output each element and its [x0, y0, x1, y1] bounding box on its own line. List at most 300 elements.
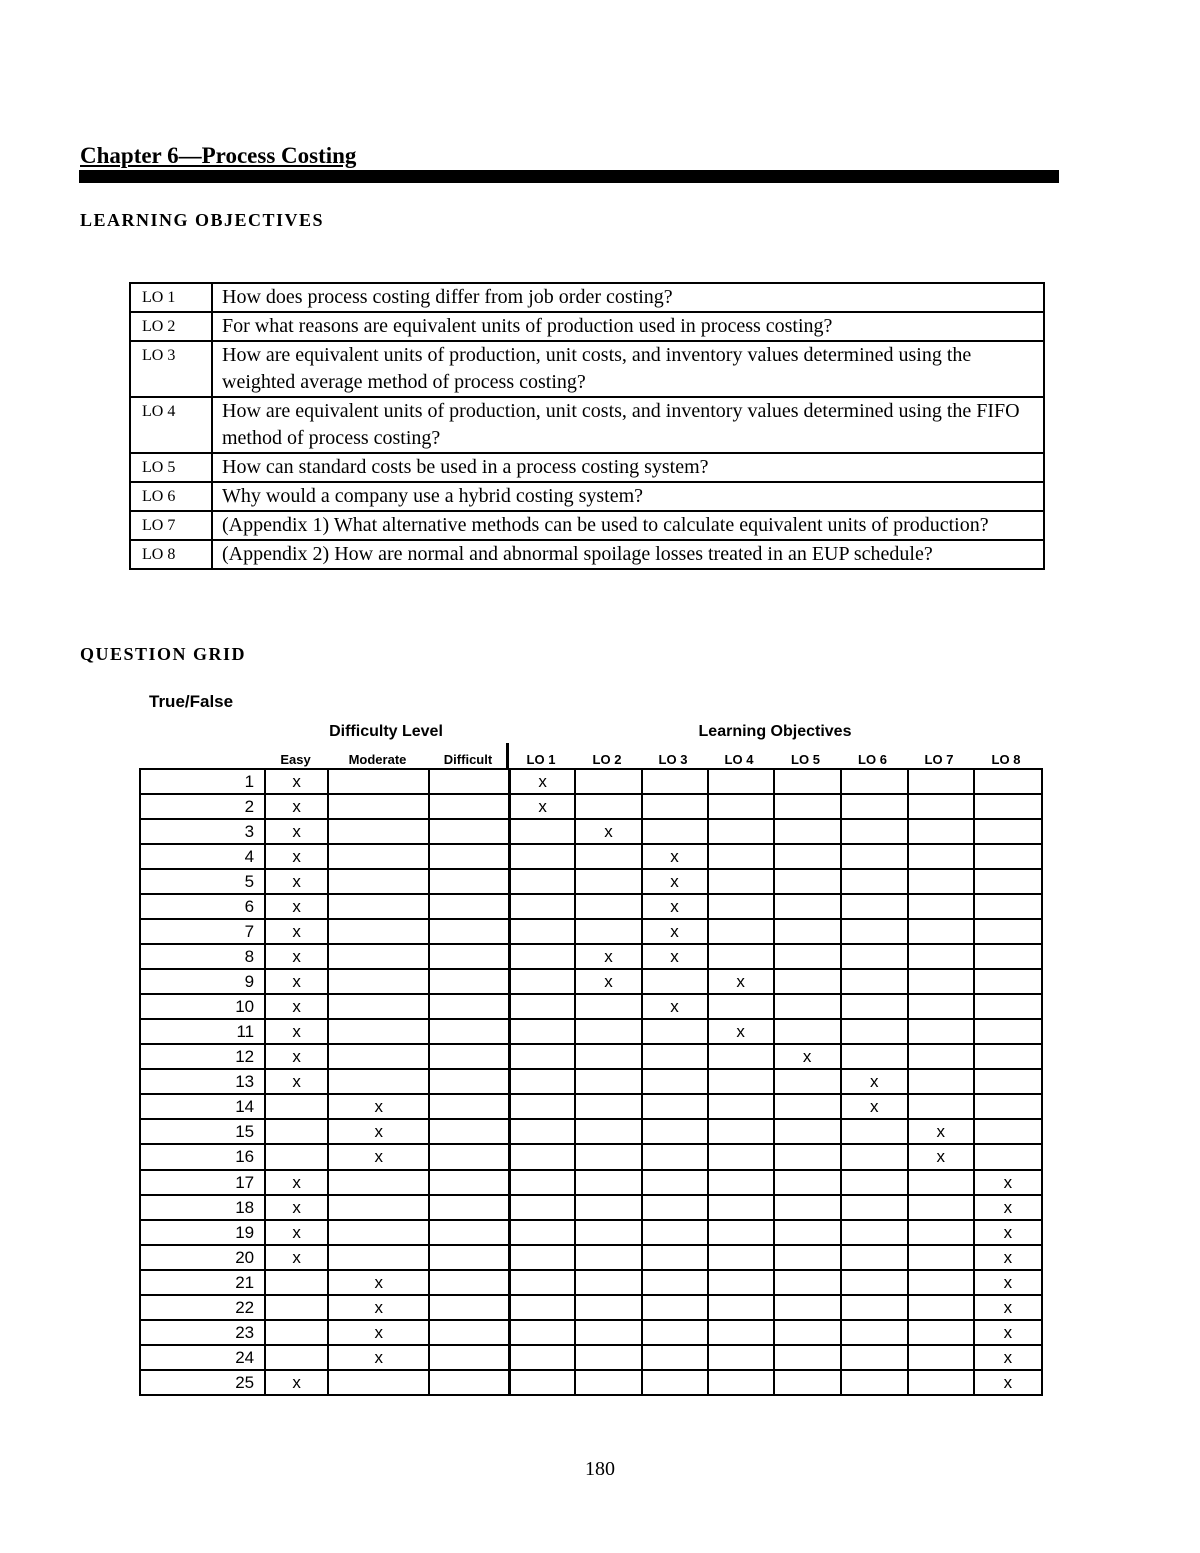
objective-cell-lo-2	[575, 1144, 641, 1169]
objective-cell-lo-2	[575, 1069, 641, 1094]
chapter-title: Chapter 6—Process Costing	[80, 143, 357, 168]
objective-cell-lo-1	[509, 969, 575, 994]
objective-cell-lo-2: x	[575, 944, 641, 969]
objective-cell-lo-8: x	[974, 1320, 1042, 1345]
objective-cell-lo-6	[841, 1195, 908, 1220]
question-number: 5	[140, 869, 265, 894]
difficulty-cell-easy: x	[265, 1170, 328, 1195]
objective-cell-lo-7	[908, 1320, 974, 1345]
objective-cell-lo-2	[575, 1270, 641, 1295]
difficulty-cell-moderate	[328, 869, 429, 894]
difficulty-cell-difficult	[429, 1119, 509, 1144]
difficulty-cell-difficult	[429, 1195, 509, 1220]
objective-cell-lo-7	[908, 1245, 974, 1270]
objective-cell-lo-6	[841, 819, 908, 844]
difficulty-cell-easy: x	[265, 944, 328, 969]
difficulty-cell-easy: x	[265, 1195, 328, 1220]
difficulty-cell-easy: x	[265, 819, 328, 844]
objective-cell-lo-8	[974, 769, 1042, 794]
difficulty-cell-moderate	[328, 1220, 429, 1245]
objective-cell-lo-1	[509, 1019, 575, 1044]
learning-objectives-group-heading: Learning Objectives	[698, 723, 852, 740]
objective-cell-lo-4	[708, 769, 774, 794]
objective-cell-lo-8: x	[974, 1345, 1042, 1370]
question-number: 7	[140, 919, 265, 944]
objective-cell-lo-7	[908, 1345, 974, 1370]
objective-cell-lo-8	[974, 1144, 1042, 1169]
objective-cell-lo-2	[575, 1170, 641, 1195]
objective-cell-lo-5	[774, 844, 841, 869]
objective-cell-lo-2	[575, 1220, 641, 1245]
objective-cell-lo-3	[642, 1195, 708, 1220]
objective-cell-lo-5	[774, 769, 841, 794]
objective-cell-lo-6	[841, 1144, 908, 1169]
difficulty-cell-moderate	[328, 794, 429, 819]
objective-cell-lo-7	[908, 769, 974, 794]
objective-cell-lo-4	[708, 1295, 774, 1320]
objective-cell-lo-4	[708, 1144, 774, 1169]
question-number: 10	[140, 994, 265, 1019]
objective-cell-lo-7	[908, 869, 974, 894]
difficulty-cell-moderate	[328, 919, 429, 944]
objective-cell-lo-6	[841, 1170, 908, 1195]
objective-cell-lo-1	[509, 919, 575, 944]
difficulty-cell-easy	[265, 1270, 328, 1295]
question-number: 25	[140, 1370, 265, 1395]
objective-cell-lo-5	[774, 994, 841, 1019]
lo-description: Why would a company use a hybrid costing system?	[212, 482, 1044, 511]
objective-cell-lo-6	[841, 1320, 908, 1345]
objective-cell-lo-7	[908, 844, 974, 869]
objective-cell-lo-3	[642, 819, 708, 844]
objective-cell-lo-5	[774, 1270, 841, 1295]
difficulty-cell-moderate	[328, 944, 429, 969]
lo-description: For what reasons are equivalent units of production used in process costing?	[212, 312, 1044, 341]
objective-cell-lo-1: x	[509, 769, 575, 794]
objective-cell-lo-8	[974, 819, 1042, 844]
objective-cell-lo-5: x	[774, 1044, 841, 1069]
lo-row	[130, 482, 1044, 511]
objective-cell-lo-7	[908, 994, 974, 1019]
lo-description: How can standard costs be used in a process costing system?	[212, 453, 1044, 482]
objective-cell-lo-2	[575, 1195, 641, 1220]
objective-cell-lo-6	[841, 1119, 908, 1144]
objective-cell-lo-5	[774, 1170, 841, 1195]
objective-cell-lo-3	[642, 1119, 708, 1144]
column-header-lo-3: LO 3	[658, 752, 688, 767]
objective-cell-lo-4	[708, 1119, 774, 1144]
objective-cell-lo-2	[575, 919, 641, 944]
objective-cell-lo-4	[708, 894, 774, 919]
table-row	[140, 1094, 1042, 1119]
objective-cell-lo-1	[509, 1245, 575, 1270]
difficulty-cell-difficult	[429, 944, 509, 969]
difficulty-cell-easy	[265, 1144, 328, 1169]
objective-cell-lo-1	[509, 819, 575, 844]
table-row	[140, 1320, 1042, 1345]
table-row	[140, 869, 1042, 894]
objective-cell-lo-7	[908, 1295, 974, 1320]
table-row	[140, 1245, 1042, 1270]
table-row	[140, 1195, 1042, 1220]
objective-cell-lo-8	[974, 869, 1042, 894]
objective-cell-lo-8: x	[974, 1170, 1042, 1195]
difficulty-cell-moderate: x	[328, 1119, 429, 1144]
table-row	[140, 1144, 1042, 1169]
lo-row	[130, 453, 1044, 482]
difficulty-cell-easy: x	[265, 844, 328, 869]
objective-cell-lo-6	[841, 1370, 908, 1395]
difficulty-cell-difficult	[429, 969, 509, 994]
objective-cell-lo-3	[642, 1345, 708, 1370]
lo-code: LO 8	[130, 540, 212, 569]
difficulty-cell-moderate	[328, 1195, 429, 1220]
objective-cell-lo-1	[509, 844, 575, 869]
lo-row	[130, 312, 1044, 341]
difficulty-cell-easy: x	[265, 1220, 328, 1245]
objective-cell-lo-5	[774, 1094, 841, 1119]
objective-cell-lo-6	[841, 1220, 908, 1245]
question-number: 23	[140, 1320, 265, 1345]
objective-cell-lo-7	[908, 969, 974, 994]
objective-cell-lo-7	[908, 1019, 974, 1044]
objective-cell-lo-4: x	[708, 969, 774, 994]
objective-cell-lo-1	[509, 1094, 575, 1119]
objective-cell-lo-3: x	[642, 894, 708, 919]
question-number: 19	[140, 1220, 265, 1245]
difficulty-cell-moderate	[328, 894, 429, 919]
difficulty-cell-difficult	[429, 1044, 509, 1069]
table-row	[140, 1345, 1042, 1370]
difficulty-cell-moderate	[328, 1245, 429, 1270]
objective-cell-lo-2	[575, 1345, 641, 1370]
objective-cell-lo-3: x	[642, 844, 708, 869]
objective-cell-lo-8	[974, 794, 1042, 819]
question-number: 6	[140, 894, 265, 919]
objective-cell-lo-7: x	[908, 1119, 974, 1144]
objective-cell-lo-3	[642, 1144, 708, 1169]
objective-cell-lo-4	[708, 944, 774, 969]
objective-cell-lo-1	[509, 1220, 575, 1245]
difficulty-cell-easy: x	[265, 1019, 328, 1044]
objective-cell-lo-5	[774, 919, 841, 944]
question-number: 17	[140, 1170, 265, 1195]
objective-cell-lo-3	[642, 1295, 708, 1320]
objective-cell-lo-8	[974, 894, 1042, 919]
objective-cell-lo-5	[774, 1345, 841, 1370]
title-rule	[79, 170, 1059, 183]
difficulty-cell-easy: x	[265, 1245, 328, 1270]
question-number: 4	[140, 844, 265, 869]
objective-cell-lo-3: x	[642, 994, 708, 1019]
question-number: 9	[140, 969, 265, 994]
lo-description: How are equivalent units of production, unit costs, and inventory values determined using the weighted average method of process costing?	[212, 341, 1044, 397]
objective-cell-lo-1	[509, 1195, 575, 1220]
difficulty-cell-difficult	[429, 1144, 509, 1169]
objective-cell-lo-1: x	[509, 794, 575, 819]
question-number: 12	[140, 1044, 265, 1069]
difficulty-cell-difficult	[429, 1320, 509, 1345]
difficulty-cell-easy: x	[265, 894, 328, 919]
objective-cell-lo-1	[509, 1044, 575, 1069]
objective-cell-lo-8	[974, 844, 1042, 869]
difficulty-cell-difficult	[429, 819, 509, 844]
difficulty-cell-difficult	[429, 994, 509, 1019]
question-number: 18	[140, 1195, 265, 1220]
objective-cell-lo-8: x	[974, 1195, 1042, 1220]
lo-code: LO 7	[130, 511, 212, 540]
objective-cell-lo-7	[908, 944, 974, 969]
difficulty-cell-moderate	[328, 1044, 429, 1069]
objective-cell-lo-2	[575, 1245, 641, 1270]
objective-cell-lo-7	[908, 1220, 974, 1245]
objective-cell-lo-2	[575, 1320, 641, 1345]
objective-cell-lo-1	[509, 1370, 575, 1395]
difficulty-cell-moderate	[328, 969, 429, 994]
lo-code: LO 3	[130, 341, 212, 397]
lo-description: (Appendix 2) How are normal and abnormal spoilage losses treated in an EUP schedule?	[212, 540, 1044, 569]
table-row	[140, 1119, 1042, 1144]
objective-cell-lo-1	[509, 994, 575, 1019]
difficulty-cell-moderate: x	[328, 1320, 429, 1345]
difficulty-cell-moderate	[328, 1370, 429, 1395]
difficulty-cell-easy: x	[265, 1044, 328, 1069]
objective-cell-lo-4	[708, 1320, 774, 1345]
question-number: 8	[140, 944, 265, 969]
difficulty-cell-moderate	[328, 1019, 429, 1044]
lo-code: LO 5	[130, 453, 212, 482]
objective-cell-lo-8	[974, 1094, 1042, 1119]
table-row	[140, 1044, 1042, 1069]
column-header-moderate: Moderate	[348, 752, 407, 767]
objective-cell-lo-7	[908, 1044, 974, 1069]
objective-cell-lo-5	[774, 944, 841, 969]
difficulty-cell-difficult	[429, 1094, 509, 1119]
objective-cell-lo-6	[841, 994, 908, 1019]
objective-cell-lo-1	[509, 1345, 575, 1370]
objective-cell-lo-4	[708, 869, 774, 894]
objective-cell-lo-2	[575, 844, 641, 869]
difficulty-cell-easy	[265, 1345, 328, 1370]
lo-row	[130, 397, 1044, 453]
difficulty-cell-moderate	[328, 769, 429, 794]
objective-cell-lo-7	[908, 1170, 974, 1195]
objective-cell-lo-8	[974, 1019, 1042, 1044]
objective-cell-lo-6	[841, 794, 908, 819]
objective-cell-lo-8: x	[974, 1220, 1042, 1245]
objective-cell-lo-2	[575, 994, 641, 1019]
objective-cell-lo-5	[774, 819, 841, 844]
difficulty-cell-difficult	[429, 1270, 509, 1295]
question-number: 15	[140, 1119, 265, 1144]
question-number: 14	[140, 1094, 265, 1119]
table-row	[140, 794, 1042, 819]
column-header-difficult: Difficult	[443, 752, 493, 767]
objective-cell-lo-3	[642, 1019, 708, 1044]
objective-cell-lo-1	[509, 1320, 575, 1345]
objective-cell-lo-2	[575, 794, 641, 819]
objective-cell-lo-5	[774, 1320, 841, 1345]
objective-cell-lo-5	[774, 894, 841, 919]
table-row	[140, 944, 1042, 969]
objective-cell-lo-6	[841, 1270, 908, 1295]
question-number: 21	[140, 1270, 265, 1295]
table-row	[140, 769, 1042, 794]
objective-cell-lo-5	[774, 969, 841, 994]
difficulty-cell-moderate: x	[328, 1094, 429, 1119]
objective-cell-lo-4	[708, 1245, 774, 1270]
objective-cell-lo-5	[774, 1069, 841, 1094]
objective-cell-lo-3: x	[642, 919, 708, 944]
objective-cell-lo-1	[509, 1295, 575, 1320]
objective-cell-lo-1	[509, 1144, 575, 1169]
difficulty-cell-difficult	[429, 1295, 509, 1320]
difficulty-cell-easy: x	[265, 919, 328, 944]
lo-code: LO 1	[130, 283, 212, 312]
difficulty-cell-difficult	[429, 1019, 509, 1044]
objective-cell-lo-8: x	[974, 1245, 1042, 1270]
objective-cell-lo-2	[575, 1019, 641, 1044]
objective-cell-lo-3: x	[642, 944, 708, 969]
learning-objectives-table	[129, 282, 1045, 570]
table-row	[140, 994, 1042, 1019]
objective-cell-lo-7	[908, 794, 974, 819]
objective-cell-lo-8: x	[974, 1270, 1042, 1295]
table-row	[140, 1069, 1042, 1094]
column-header-lo-8: LO 8	[991, 752, 1021, 767]
difficulty-cell-difficult	[429, 1345, 509, 1370]
objective-cell-lo-3	[642, 1170, 708, 1195]
objective-cell-lo-6	[841, 844, 908, 869]
objective-cell-lo-4	[708, 794, 774, 819]
objective-cell-lo-1	[509, 869, 575, 894]
true-false-label: True/False	[149, 692, 234, 711]
column-header-lo-1: LO 1	[526, 752, 556, 767]
objective-cell-lo-3	[642, 1270, 708, 1295]
objective-cell-lo-2	[575, 1119, 641, 1144]
objective-cell-lo-6	[841, 1295, 908, 1320]
objective-cell-lo-6	[841, 919, 908, 944]
difficulty-cell-easy	[265, 1119, 328, 1144]
difficulty-cell-moderate	[328, 819, 429, 844]
page-number: 180	[585, 1458, 615, 1480]
question-number: 13	[140, 1069, 265, 1094]
difficulty-cell-difficult	[429, 1069, 509, 1094]
difficulty-level-heading: Difficulty Level	[329, 723, 443, 740]
lo-row	[130, 283, 1044, 312]
lo-description: (Appendix 1) What alternative methods can be used to calculate equivalent units of production?	[212, 511, 1044, 540]
objective-cell-lo-1	[509, 944, 575, 969]
question-number: 24	[140, 1345, 265, 1370]
objective-cell-lo-4	[708, 844, 774, 869]
lo-code: LO 4	[130, 397, 212, 453]
objective-cell-lo-8	[974, 1044, 1042, 1069]
objective-cell-lo-3	[642, 794, 708, 819]
objective-cell-lo-1	[509, 1270, 575, 1295]
difficulty-cell-easy: x	[265, 1069, 328, 1094]
table-row	[140, 844, 1042, 869]
table-row	[140, 1270, 1042, 1295]
difficulty-cell-difficult	[429, 919, 509, 944]
objective-cell-lo-1	[509, 1170, 575, 1195]
lo-description: How does process costing differ from job order costing?	[212, 283, 1044, 312]
objective-cell-lo-7	[908, 819, 974, 844]
objective-cell-lo-4	[708, 1270, 774, 1295]
objective-cell-lo-5	[774, 869, 841, 894]
table-row	[140, 969, 1042, 994]
objective-cell-lo-6	[841, 769, 908, 794]
table-row	[140, 894, 1042, 919]
objective-cell-lo-6: x	[841, 1094, 908, 1119]
objective-cell-lo-3: x	[642, 869, 708, 894]
objective-cell-lo-2	[575, 769, 641, 794]
column-header-lo-4: LO 4	[724, 752, 754, 767]
difficulty-cell-difficult	[429, 794, 509, 819]
difficulty-cell-easy: x	[265, 794, 328, 819]
table-row	[140, 1370, 1042, 1395]
objective-cell-lo-4	[708, 1345, 774, 1370]
lo-row	[130, 341, 1044, 397]
question-number: 11	[140, 1019, 265, 1044]
objective-cell-lo-3	[642, 1044, 708, 1069]
difficulty-cell-easy: x	[265, 869, 328, 894]
difficulty-cell-easy: x	[265, 1370, 328, 1395]
question-number: 16	[140, 1144, 265, 1169]
objective-cell-lo-7	[908, 919, 974, 944]
table-row	[140, 1220, 1042, 1245]
difficulty-cell-moderate	[328, 1170, 429, 1195]
difficulty-cell-moderate: x	[328, 1345, 429, 1370]
objective-cell-lo-6	[841, 944, 908, 969]
objective-cell-lo-4	[708, 1370, 774, 1395]
objective-cell-lo-3	[642, 1370, 708, 1395]
question-number: 22	[140, 1295, 265, 1320]
objective-cell-lo-7	[908, 1069, 974, 1094]
question-number: 20	[140, 1245, 265, 1270]
objective-cell-lo-8	[974, 969, 1042, 994]
objective-cell-lo-8	[974, 919, 1042, 944]
objective-cell-lo-4	[708, 1220, 774, 1245]
objective-cell-lo-5	[774, 1144, 841, 1169]
lo-row	[130, 511, 1044, 540]
objective-cell-lo-5	[774, 794, 841, 819]
objective-cell-lo-8	[974, 994, 1042, 1019]
objective-cell-lo-6	[841, 1044, 908, 1069]
difficulty-cell-easy: x	[265, 994, 328, 1019]
difficulty-cell-difficult	[429, 1170, 509, 1195]
objective-cell-lo-6	[841, 1245, 908, 1270]
difficulty-cell-difficult	[429, 869, 509, 894]
objective-cell-lo-5	[774, 1195, 841, 1220]
objective-cell-lo-5	[774, 1370, 841, 1395]
lo-description: How are equivalent units of production, unit costs, and inventory values determined using the FIFO method of process costing?	[212, 397, 1044, 453]
objective-cell-lo-4	[708, 1069, 774, 1094]
question-grid-table	[139, 768, 1043, 1396]
objective-cell-lo-5	[774, 1295, 841, 1320]
objective-cell-lo-4	[708, 919, 774, 944]
objective-cell-lo-5	[774, 1119, 841, 1144]
objective-cell-lo-3	[642, 1069, 708, 1094]
objective-cell-lo-7	[908, 894, 974, 919]
difficulty-cell-difficult	[429, 1370, 509, 1395]
objective-cell-lo-6	[841, 1019, 908, 1044]
objective-cell-lo-7: x	[908, 1144, 974, 1169]
question-number: 1	[140, 769, 265, 794]
objective-cell-lo-2	[575, 894, 641, 919]
objective-cell-lo-7	[908, 1195, 974, 1220]
table-row	[140, 1019, 1042, 1044]
difficulty-cell-easy	[265, 1320, 328, 1345]
